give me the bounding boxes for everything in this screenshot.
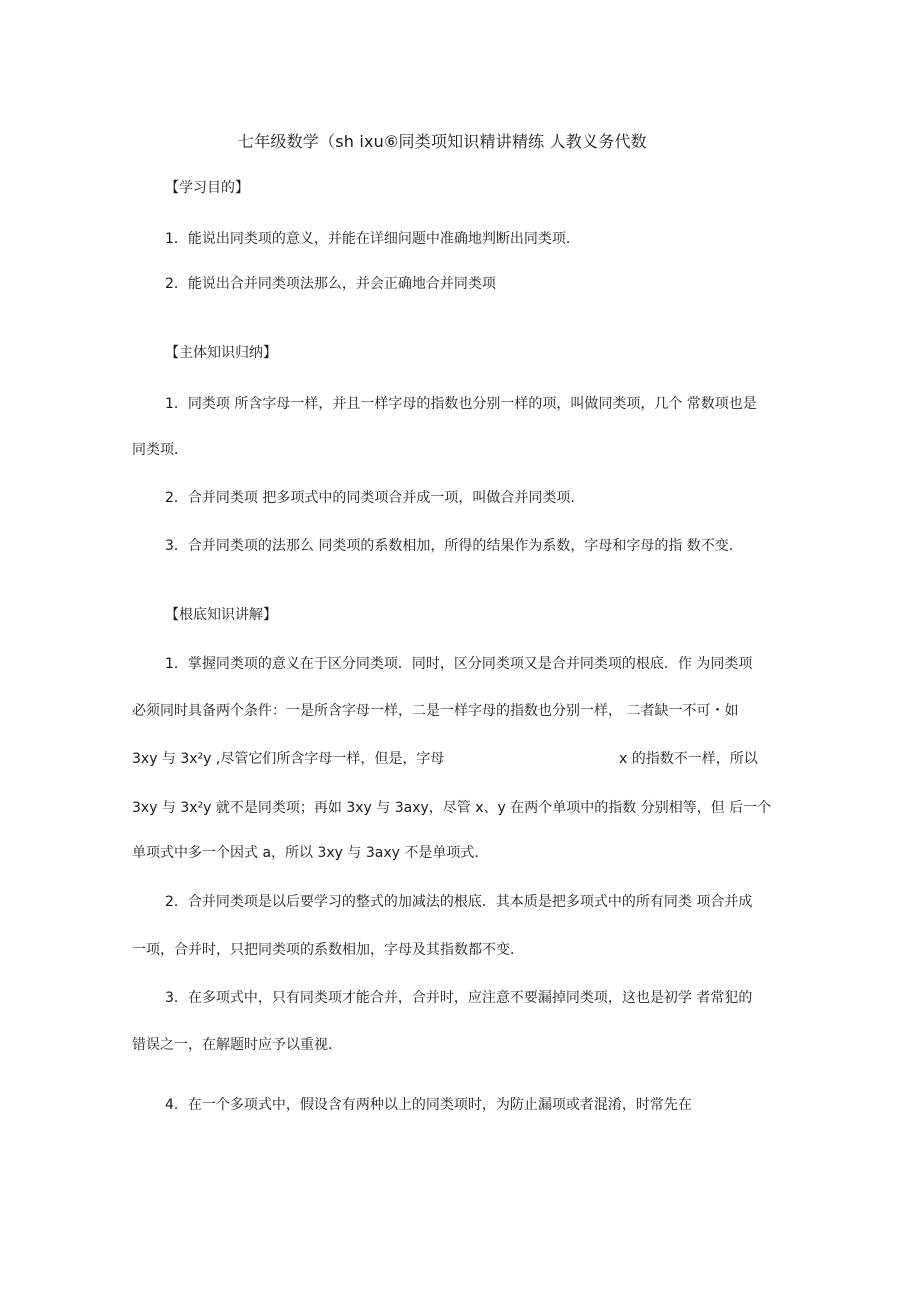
basic-knowledge-p3-line1: 3．在多项式中，只有同类项才能合并，合并时，应注意不要漏掉同类项，这也是初学 者常犯的 [165, 990, 753, 1006]
basic-knowledge-p4-line1: 4．在一个多项式中，假设含有两种以上的同类项时，为防止漏项或者混淆，时常先在 [165, 1097, 692, 1113]
main-knowledge-p3: 3．合并同类项的法那么 同类项的系数相加，所得的结果作为系数，字母和字母的指 数不变． [165, 538, 743, 554]
basic-knowledge-p1-line3-left: 3xy 与 3x²y ,尽管它们所含字母一样，但是，字母 [132, 751, 445, 767]
basic-knowledge-p1-line3-right: x 的指数不一样，所以 [619, 751, 758, 767]
objectives-heading: 【学习目的】 [165, 180, 249, 196]
basic-knowledge-p3-line2: 错误之一，在解题时应予以重视． [132, 1037, 342, 1053]
basic-knowledge-p1-line2: 必须同时具备两个条件：一是所含字母一样，二是一样字母的指数也分别一样， 二者缺一不可・如 [132, 703, 739, 719]
basic-knowledge-p1-line1: 1．掌握同类项的意义在于区分同类项．同时，区分同类项又是合并同类项的根底．作 为同类项 [165, 656, 753, 672]
basic-knowledge-p2-line1: 2．合并同类项是以后要学习的整式的加减法的根底．其本质是把多项式中的所有同类 项合并成 [165, 894, 753, 910]
objective-item-1: 1．能说出同类项的意义，并能在详细问题中准确地判断出同类项． [165, 231, 580, 247]
objective-item-2: 2．能说出合并同类项法那么，并会正确地合并同类项 [165, 276, 496, 292]
page-title: 七年级数学（sh ixu⑥同类项知识精讲精练 人教义务代数 [238, 132, 647, 151]
main-knowledge-p2: 2．合并同类项 把多项式中的同类项合并成一项，叫做合并同类项． [165, 490, 585, 506]
main-knowledge-p1-line1: 1．同类项 所含字母一样，并且一样字母的指数也分别一样的项，叫做同类项，几个 常数项也是 [165, 396, 757, 412]
main-knowledge-heading: 【主体知识归纳】 [165, 345, 277, 361]
main-knowledge-p1-line2: 同类项． [132, 442, 188, 458]
basic-knowledge-p1-line5: 单项式中多一个因式 a，所以 3xy 与 3axy 不是单项式． [132, 845, 489, 861]
basic-knowledge-p2-line2: 一项，合并时，只把同类项的系数相加，字母及其指数都不变． [132, 942, 524, 958]
basic-knowledge-p1-line4: 3xy 与 3x²y 就不是同类项；再如 3xy 与 3axy，尽管 x、y 在两个单项中的指数 分别相等，但 后一个 [132, 800, 772, 816]
basic-knowledge-heading: 【根底知识讲解】 [165, 607, 277, 623]
